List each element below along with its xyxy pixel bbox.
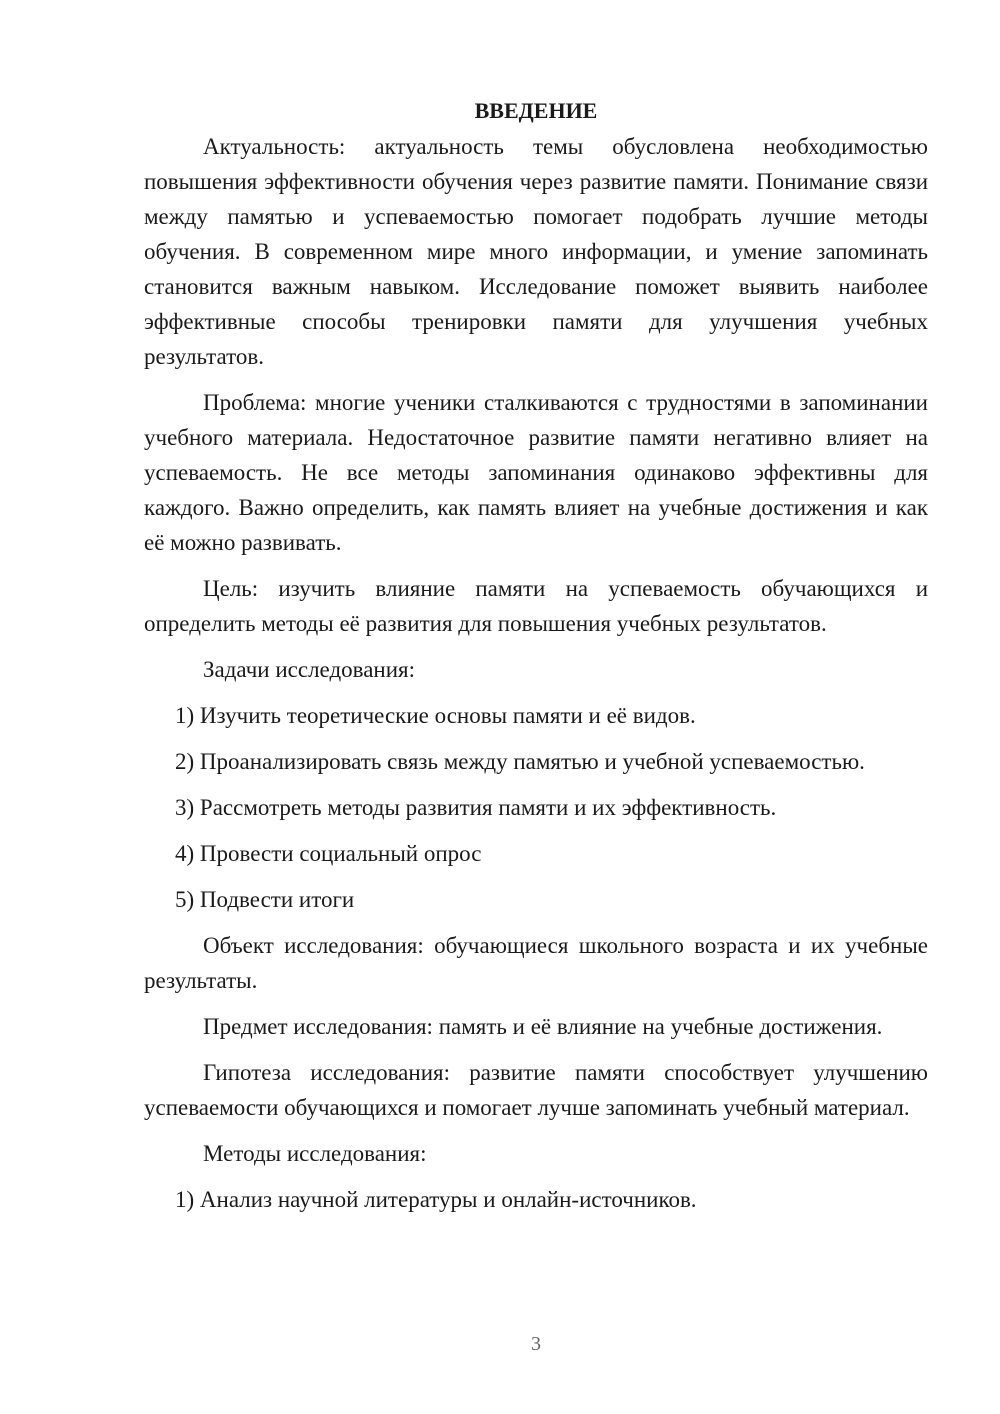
subject-paragraph: Предмет исследования: память и её влияние на учебные достижения. (203, 1014, 883, 1039)
goal-paragraph: Цель: изучить влияние памяти на успеваемость обучающихся и определить методы её развития для повышения учебных результатов. (144, 576, 928, 636)
relevance-paragraph: Актуальность: актуальность темы обусловлена необходимостью повышения эффективности обучения через развитие памяти. Понимание связи между памятью и успеваемостью помогает подобрать лучшие методы обучения. В современном мире много информации, и умение запоминать становится важным навыком. Исследование поможет выявить наиболее эффективные способы тренировки памяти для улучшения учебных результатов. (144, 134, 928, 369)
hypothesis-paragraph: Гипотеза исследования: развитие памяти способствует улучшению успеваемости обучающихся и помогает лучше запоминать учебный материал. (144, 1060, 928, 1120)
task-item: 5) Подвести итоги (175, 887, 355, 912)
method-item: 1) Анализ научной литературы и онлайн-источников. (175, 1187, 697, 1212)
page-number: 3 (531, 1333, 541, 1355)
task-item: 2) Проанализировать связь между памятью и учебной успеваемостью. (175, 749, 865, 774)
document-body (144, 92, 928, 1228)
methods-heading: Методы исследования: (203, 1141, 427, 1166)
tasks-heading: Задачи исследования: (203, 657, 416, 682)
problem-paragraph: Проблема: многие ученики сталкиваются с трудностями в запоминании учебного материала. Недостаточное развитие памяти негативно влияет на успеваемость. Не все методы запоминания одинаково эффективны для каждого. Важно определить, как память влияет на учебные достижения и как её можно развивать. (144, 390, 928, 555)
section-title: ВВЕДЕНИЕ (474, 98, 598, 123)
task-item: 3) Рассмотреть методы развития памяти и их эффективность. (175, 795, 777, 820)
object-paragraph: Объект исследования: обучающиеся школьного возраста и их учебные результаты. (144, 933, 928, 993)
task-item: 4) Провести социальный опрос (175, 841, 482, 866)
task-item: 1) Изучить теоретические основы памяти и её видов. (175, 703, 696, 728)
